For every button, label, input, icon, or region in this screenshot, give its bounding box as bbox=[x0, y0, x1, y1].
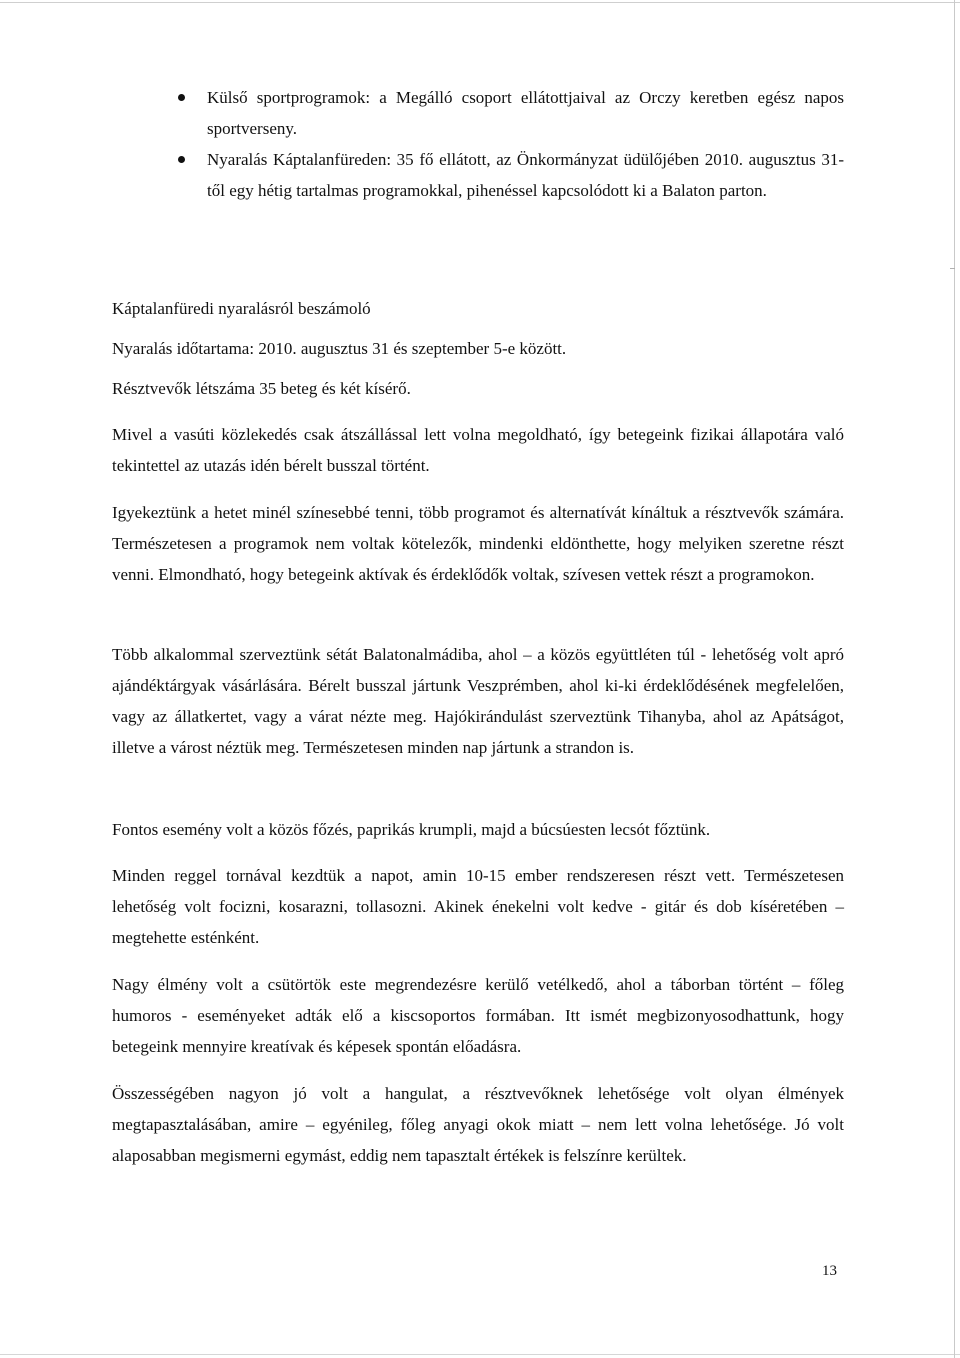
paragraph-summary: Összességében nagyon jó volt a hangulat, a résztvevőknek lehetősége volt olyan élmények megtapasztalásában, amire – egyénileg, főleg anyagi okok miatt – nem lett volna lehetősége. Jó volt alaposabban megismerni egymást, eddig nem tapasztalt értékek is felszínre kerültek. bbox=[112, 1084, 844, 1165]
paragraph-excursions: Több alkalommal szerveztünk sétát Balatonalmádiba, ahol – a közös együttléten túl - lehetőség volt apró ajándéktárgyak vásárlására. Bérelt busszal jártunk Veszprémben, ahol ki-ki érdeklődésének megfelelően, vagy az állatkertet, vagy a várat nézte meg. Hajókirándulást szerveztünk Tihanyba, ahol az Apátságot, illetve a várost néztük meg. Természetesen minden nap jártunk a strandon is. bbox=[112, 645, 844, 757]
page-number: 13 bbox=[822, 1263, 837, 1279]
scan-mark bbox=[950, 268, 955, 269]
bullet-text: Nyaralás Káptalanfüreden: 35 fő ellátott, az Önkormányzat üdülőjében 2010. augusztus 31-től egy hétig tartalmas programokkal, pihenéssel kapcsolódott ki a Balaton parton. bbox=[207, 150, 844, 200]
report-duration: Nyaralás időtartama: 2010. augusztus 31 és szeptember 5-e között. bbox=[112, 339, 567, 358]
report-title: Káptalanfüredi nyaralásról beszámoló bbox=[112, 299, 371, 318]
paragraph-programs: Igyekeztünk a hetet minél színesebbé tenni, több programot és alternatívát kínáltuk a résztvevők számára. Természetesen a programok nem voltak kötelezők, mindenki eldönthette, hogy melyiken szeretne részt venni. Elmondható, hogy betegeink aktívak és érdeklődők voltak, szívesen vettek részt a programokon. bbox=[112, 503, 844, 584]
report-participants: Résztvevők létszáma 35 beteg és két kísérő. bbox=[112, 379, 411, 398]
bullet-icon bbox=[178, 94, 185, 101]
bullet-text: Külső sportprogramok: a Megálló csoport ellátottjaival az Orczy keretben egész napos sportverseny. bbox=[207, 88, 844, 138]
bullet-list bbox=[112, 82, 844, 206]
paragraph-cooking: Fontos esemény volt a közös főzés, paprikás krumpli, majd a búcsúesten lecsót főztünk. bbox=[112, 820, 711, 839]
bullet-icon bbox=[178, 156, 185, 163]
scan-edge-bottom bbox=[0, 1354, 960, 1355]
list-item bbox=[112, 144, 844, 206]
paragraph-morning: Minden reggel tornával kezdtük a napot, amin 10-15 ember rendszeresen részt vett. Természetesen lehetőség volt focizni, kosarazni, tollasozni. Akinek énekelni volt kedve - gitár és dob kíséretében – megtehette esténként. bbox=[112, 866, 844, 947]
scan-edge-top bbox=[0, 2, 960, 3]
paragraph-quiz: Nagy élmény volt a csütörtök este megrendezésre kerülő vetélkedő, ahol a táborban történt – főleg humoros - eseményeket adták elő a kiscsoportos formában. Itt ismét megbizonyosodhattunk, hogy betegeink mennyire kreatívak és képesek spontán előadásra. bbox=[112, 975, 844, 1056]
list-item bbox=[112, 82, 844, 144]
paragraph-travel: Mivel a vasúti közlekedés csak átszállással lett volna megoldható, így betegeink fizikai állapotára való tekintettel az utazás idén bérelt busszal történt. bbox=[112, 425, 844, 475]
scan-edge-right bbox=[954, 0, 955, 1358]
